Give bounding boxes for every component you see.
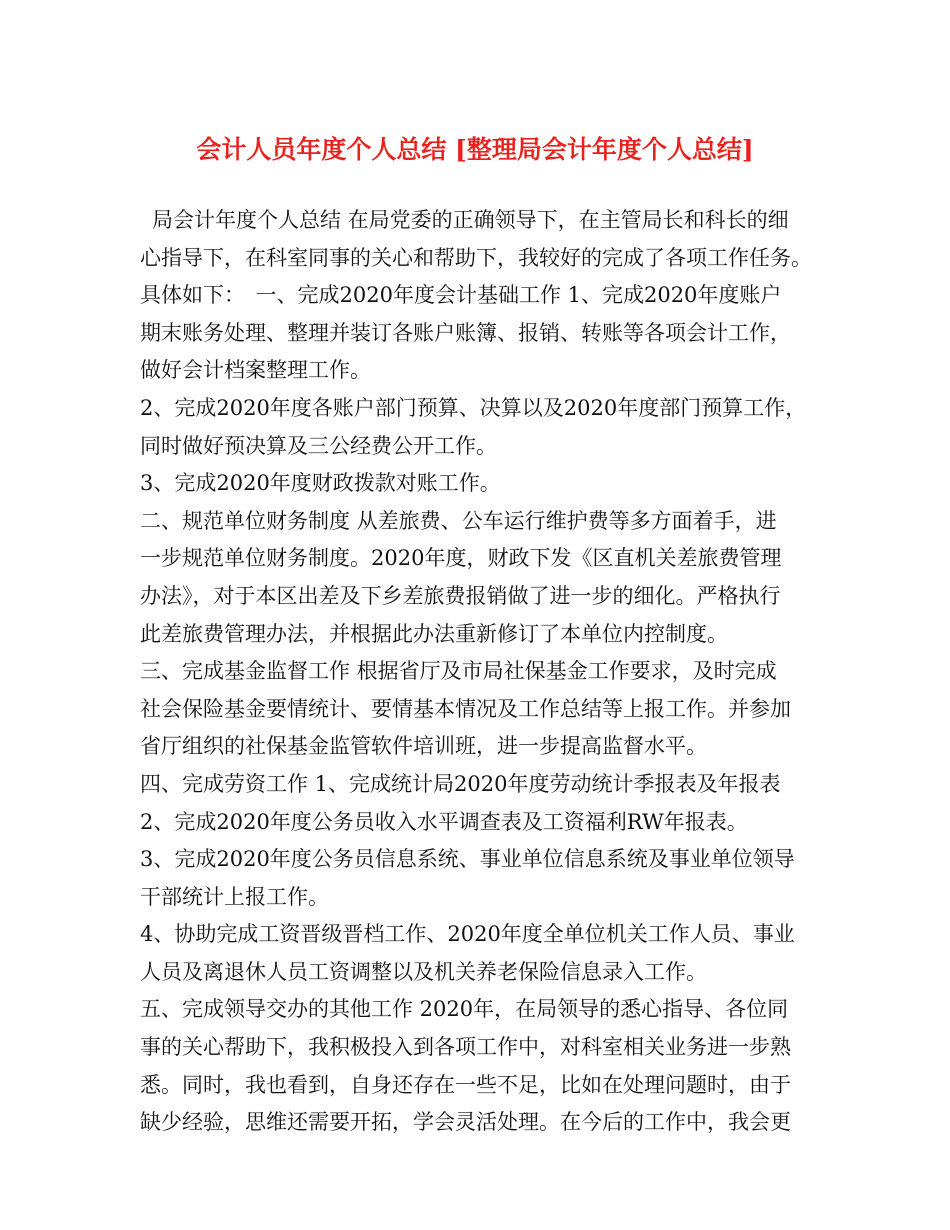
body-line: 悉。同时，我也看到，自身还存在一些不足，比如在处理问题时，由于 bbox=[140, 1072, 791, 1097]
body-line: 此差旅费管理办法，并根据此办法重新修订了本单位内控制度。 bbox=[140, 621, 728, 646]
body-line: 做好会计档案整理工作。 bbox=[140, 358, 371, 383]
document-body bbox=[140, 202, 830, 1142]
body-line: 2、完成2020年度公务员收入水平调查表及工资福利RW年报表。 bbox=[140, 809, 748, 834]
body-line: 一步规范单位财务制度。2020年度，财政下发《区直机关差旅费管理 bbox=[140, 546, 782, 571]
body-line: 人员及离退休人员工资调整以及机关养老保险信息录入工作。 bbox=[140, 959, 707, 984]
body-line: 3、完成2020年度公务员信息系统、事业单位信息系统及事业单位领导 bbox=[140, 847, 795, 872]
body-line: 五、完成领导交办的其他工作 2020年，在局领导的悉心指导、各位同 bbox=[140, 997, 789, 1022]
body-line: 社会保险基金要情统计、要情基本情况及工作总结等上报工作。并参加 bbox=[140, 696, 791, 721]
body-line: 具体如下： 一、完成2020年度会计基础工作 1、完成2020年度账户 bbox=[140, 283, 782, 308]
body-line: 4、协助完成工资晋级晋档工作、2020年度全单位机关工作人员、事业 bbox=[140, 922, 795, 947]
body-line: 办法》，对于本区出差及下乡差旅费报销做了进一步的细化。严格执行 bbox=[140, 583, 781, 608]
body-line: 期末账务处理、整理并装订各账户账簿、报销、转账等各项会计工作， bbox=[140, 320, 791, 345]
body-line: 干部统计上报工作。 bbox=[140, 884, 329, 909]
body-line: 同时做好预决算及三公经费公开工作。 bbox=[140, 433, 497, 458]
document-title: 会计人员年度个人总结 [整理局会计年度个人总结] bbox=[196, 135, 754, 164]
body-line: 三、完成基金监督工作 根据省厅及市局社保基金工作要求，及时完成 bbox=[140, 659, 777, 684]
body-line: 心指导下，在科室同事的关心和帮助下，我较好的完成了各项工作任务。 bbox=[140, 245, 812, 270]
body-line: 省厅组织的社保基金监管软件培训班，进一步提高监督水平。 bbox=[140, 734, 707, 759]
body-line: 局会计年度个人总结 在局党委的正确领导下，在主管局长和科长的细 bbox=[152, 208, 789, 232]
body-line: 四、完成劳资工作 1、完成统计局2020年度劳动统计季报表及年报表 bbox=[140, 771, 781, 796]
body-line: 2、完成2020年度各账户部门预算、决算以及2020年度部门预算工作， bbox=[140, 395, 807, 420]
body-line: 3、完成2020年度财政拨款对账工作。 bbox=[140, 471, 501, 496]
body-line: 事的关心帮助下，我积极投入到各项工作中，对科室相关业务进一步熟 bbox=[140, 1035, 791, 1060]
body-line: 二、规范单位财务制度 从差旅费、公车运行维护费等多方面着手，进 bbox=[140, 508, 777, 533]
body-line: 缺少经验，思维还需要开拓，学会灵活处理。在今后的工作中，我会更 bbox=[140, 1110, 791, 1135]
